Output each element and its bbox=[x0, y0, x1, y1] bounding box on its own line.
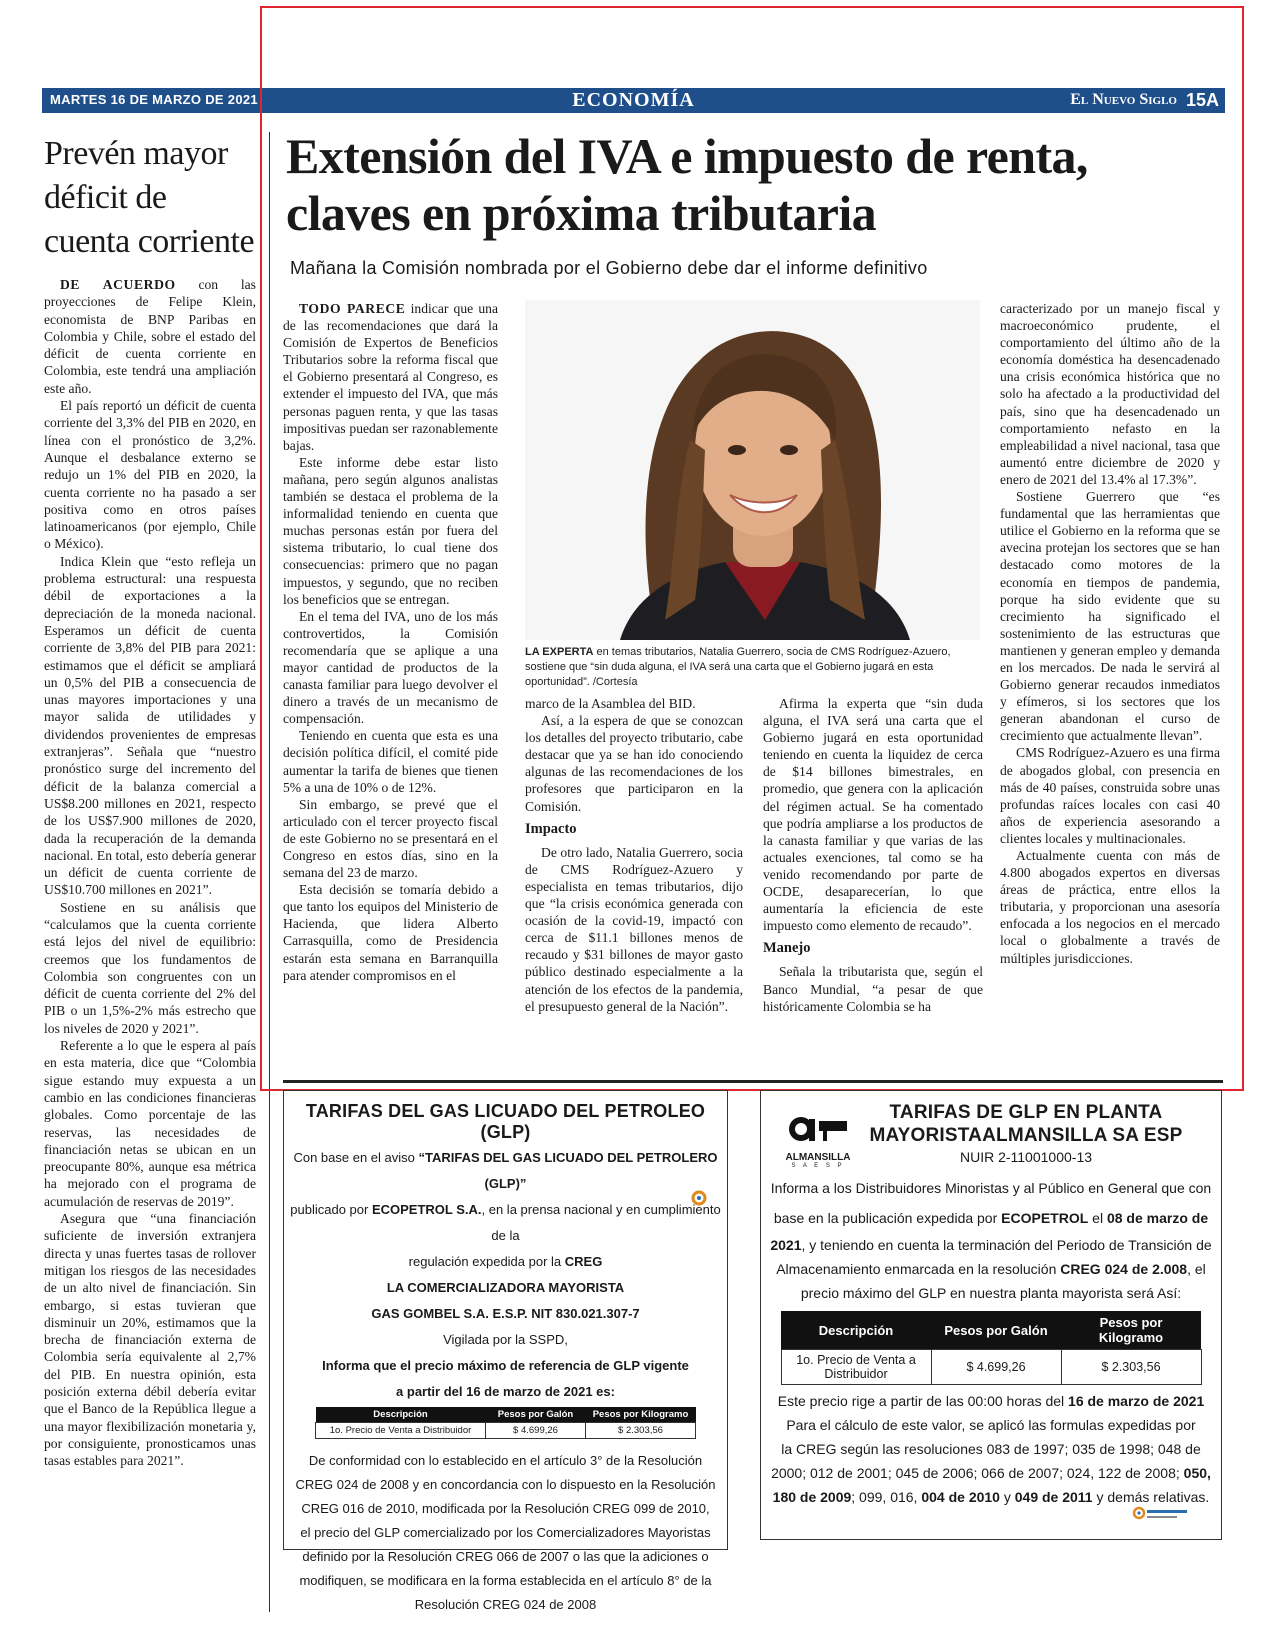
main-col3-p2: Señala la tributarista que, según el Banco Mundial, “a pesar de que históricamente Colombia se ha bbox=[763, 964, 983, 1014]
ad1-footer-3: CREG 016 de 2010, modificada por la Resolución CREG 099 de 2010, bbox=[301, 1501, 710, 1516]
ad-gas-gombel bbox=[283, 1090, 728, 1612]
header-section: ECONOMÍA bbox=[572, 89, 695, 111]
main-col4-p1: caracterizado por un manejo fiscal y macroeconómico prudente, el comportamiento del último año de la economía doméstica ha desencadenado una crisis económica histórica que no solo ha afectado a la productividad del país, sino que ha desencadenado un comportamiento nefasto en la empleabilidad a nivel nacional, tasa que aumentó entre diciembre de 2020 y enero de 2021 del 13.4% al 17.3%”. bbox=[1000, 301, 1220, 487]
ad1-price-table bbox=[315, 1407, 696, 1439]
ad2-line-4: Almacenamiento enmarcada en la resolución CREG 024 de 2.008, el bbox=[776, 1261, 1206, 1277]
ad2-title-1: TARIFAS DE GLP EN PLANTA bbox=[889, 1102, 1163, 1123]
ad1-th-description: Descripción bbox=[316, 1407, 486, 1423]
main-subheadline: Mañana la Comisión nombrada por el Gobierno debe dar el informe definitivo bbox=[290, 258, 928, 278]
main-col2-p2: Así, a la espera de que se conozcan los detalles del proyecto tributario, cabe destacar que ya se han ido conociendo algunas de las recomendaciones de los profesores que participaron en la Comisión. bbox=[525, 713, 743, 814]
ad1-footer-6: modifiquen, se modificara en la forma establecida en el artículo 8° de la bbox=[299, 1573, 712, 1588]
ad2-td-kilogram: $ 2.303,56 bbox=[1061, 1350, 1201, 1385]
superservicios-logo-icon bbox=[1131, 1501, 1191, 1531]
ad1-line-1: Con base en el aviso “TARIFAS DEL GAS LICUADO DEL PETROLERO (GLP)” bbox=[293, 1150, 718, 1191]
ad2-footer-4: 2000; 012 de 2001; 045 de 2006; 066 de 2007; 024, 122 de 2008; 050, bbox=[771, 1465, 1211, 1481]
caption-lead: LA EXPERTA bbox=[525, 646, 594, 658]
header-paper-name: El Nuevo Siglo bbox=[1070, 91, 1177, 108]
ad2-th-gallon: Pesos por Galón bbox=[931, 1311, 1061, 1350]
ad2-nuir: NUIR 2-11001000-13 bbox=[959, 1149, 1093, 1165]
main-col1-p3: En el tema del IVA, uno de los más controvertidos, la Comisión recomendaría que se aplique a una mayor cantidad de productos de la canasta familiar para luego devolver el dinero a través de un mecanismo de compensación. bbox=[283, 608, 498, 727]
main-col1-p5: Sin embargo, se prevé que el articulado con el tercer proyecto fiscal de este Gobierno no se presentará en el Congreso en estos días, sino en la semana del 23 de marzo. bbox=[283, 796, 498, 881]
ad2-th-description: Descripción bbox=[781, 1311, 931, 1350]
ad1-td-description: 1o. Precio de Venta a Distribuidor bbox=[316, 1423, 486, 1439]
section-heading-manejo: Manejo bbox=[763, 940, 811, 957]
ad1-td-kilogram: $ 2.303,56 bbox=[586, 1423, 696, 1439]
main-col4-p3: CMS Rodríguez-Azuero es una firma de abogados global, con presencia en más de 40 países, construida sobre unas profundas raíces locales con casi 40 años de experiencia asesorando a clientes locales y multinacionales. bbox=[1000, 745, 1220, 846]
almansilla-logo-sub: S A E S P bbox=[791, 1163, 845, 1169]
left-article-body bbox=[44, 276, 256, 1469]
ad1-line-5: GAS GOMBEL S.A. E.S.P. NIT 830.021.307-7 bbox=[371, 1306, 640, 1321]
section-heading-impacto: Impacto bbox=[525, 820, 577, 837]
left-article-p5: Referente a lo que le espera al país en esta materia, dice que “Colombia sigue estando muy expuesta a un cambio en las condiciones financieras globales. Como porcentaje de las reservas, las necesidades de financiación netas se ubican en un preocupante 80%, aunque esa métrica ha mejorado con el programa de acumulación de reservas de 2019”. bbox=[44, 1038, 256, 1209]
ad1-th-kilogram: Pesos por Kilogramo bbox=[586, 1407, 696, 1423]
ad2-footer-5: 180 de 2009; 099, 016, 004 de 2010 y 049 de 2011 y demás relativas. bbox=[772, 1489, 1210, 1505]
left-article-p1: con las proyecciones de Felipe Klein, economista de BNP Paribas en Colombia y Chile, sobre el estado del déficit de cuenta corriente en Colombia, este tendrá una ampliación este año. bbox=[44, 277, 256, 396]
ad1-line-4: LA COMERCIALIZADORA MAYORISTA bbox=[386, 1280, 625, 1295]
header-page-number: 15A bbox=[1185, 90, 1219, 110]
ad1-line-2: publicado por ECOPETROL S.A., en la prensa nacional y en cumplimiento de la bbox=[290, 1202, 721, 1243]
ad1-td-gallon: $ 4.699,26 bbox=[486, 1423, 586, 1439]
left-article-p4: Sostiene en su análisis que “calculamos que la cuenta corriente está lejos del nivel de equilibrio: creemos que los fundamentos de Colombia son congruentes con un déficit de cuenta corriente del 2% del PIB o un 1,5%-2% más estrecho que los niveles de 2020 y 2021”. bbox=[44, 899, 256, 1036]
ad1-footer-1: De conformidad con lo establecido en el artículo 3° de la Resolución bbox=[308, 1453, 703, 1468]
almansilla-logo-icon bbox=[783, 1111, 853, 1147]
caption-text: en temas tributarios, Natalia Guerrero, socia de CMS Rodríguez-Azuero, sostiene que “sin duda alguna, el IVA será una carta que el Gobierno jugará en esta oportunidad”. /Cortesía bbox=[525, 646, 951, 688]
ad1-line-8: a partir del 16 de marzo de 2021 es: bbox=[396, 1384, 615, 1399]
ad1-line-3: regulación expedida por la CREG bbox=[408, 1254, 603, 1269]
ad2-td-gallon: $ 4.699,26 bbox=[931, 1350, 1061, 1385]
ad-almansilla bbox=[760, 1090, 1222, 1540]
ad1-line-7: Informa que el precio máximo de referencia de GLP vigente bbox=[322, 1358, 689, 1373]
ad2-th-kilogram: Pesos por Kilogramo bbox=[1061, 1311, 1201, 1350]
main-col2-p1: marco de la Asamblea del BID. bbox=[525, 696, 696, 711]
main-col1-p4: Teniendo en cuenta que esta es una decisión política difícil, el comité pide aumentar la tarifa de bienes que tienen 5% a una de 10% o de 12%. bbox=[283, 728, 498, 795]
ad1-footer-2: CREG 024 de 2008 y en concordancia con lo dispuesto en la Resolución bbox=[295, 1477, 716, 1492]
ad2-line-5: precio máximo del GLP en nuestra planta mayorista será Así: bbox=[800, 1285, 1182, 1301]
left-article-p2: El país reportó un déficit de cuenta corriente del 3,3% del PIB en 2020, en línea con el pronóstico de 3,2%. Aunque el desbalance externo se redujo un 1% del PIB en 2020, la cuenta corriente no ha pasado a ser positiva como en otros países latinoamericanos (por ejemplo, Chile o México). bbox=[44, 398, 256, 552]
ad2-footer-1: Este precio rige a partir de las 00:00 horas del 16 de marzo de 2021 bbox=[777, 1393, 1205, 1409]
ad1-line-6: Vigilada por la SSPD, bbox=[443, 1332, 568, 1347]
highlight-frame bbox=[260, 6, 1244, 1091]
left-article-p3: Indica Klein que “esto refleja un problema estructural: una respuesta débil de exportaciones a la depreciación de la moneda nacional. Esperamos un déficit de cuenta corriente de 3,8% del PIB para 2021: estimamos que el déficit se ampliará un 0,5% del PIB a consecuencia de unas mayores importaciones y una mayor salida de utilidades y dividendos provenientes de empresas extranjeras”. Señala que “nuestro pronóstico surge del incremento del déficit de la balanza comercial a US$8.200 millones en 2021, respecto de los US$7.900 millones de 2020, dada la recuperación de la demanda nacional. En total, esto debería generar un déficit de cuenta corriente de US$10.700 millones en 2021”. bbox=[44, 553, 256, 898]
ad2-line-3: 2021, y teniendo en cuenta la terminación del Periodo de Transición de bbox=[770, 1237, 1212, 1253]
ad1-footer-4: el precio del GLP comercializado por los Comercializadores Mayoristas bbox=[300, 1525, 711, 1540]
ad1-footer-7: Resolución CREG 024 de 2008 bbox=[414, 1597, 597, 1612]
main-article-lead: TODO PARECE bbox=[299, 301, 406, 316]
main-col3-p1: Afirma la experta que “sin duda alguna, el IVA será una carta que el Gobierno jugará en esta oportunidad teniendo en cuenta la liquidez de cerca de $14 billones bimestrales, en promedio, que genera con la aplicación del régimen actual. Se ha comentado que podría ampliarse a los productos de la canasta familiar y que varias de las actuales exenciones, tal como se ha venido recomendando por parte de OCDE, desaparecerían, lo que aumentaría la eficiencia de este impuesto como elemento de recaudo”. bbox=[763, 696, 983, 934]
ad2-line-1: Informa a los Distribuidores Minoristas y al Público en General que con bbox=[770, 1180, 1212, 1196]
ad2-footer-2: Para el cálculo de este valor, se aplicó las formulas expedidas por bbox=[786, 1417, 1196, 1433]
ad1-th-gallon: Pesos por Galón bbox=[486, 1407, 586, 1423]
left-article-lead: DE ACUERDO bbox=[60, 277, 176, 292]
ad2-td-description: 1o. Precio de Venta a Distribuidor bbox=[781, 1350, 931, 1385]
ad2-line-2: base en la publicación expedida por ECOPETROL el 08 de marzo de bbox=[773, 1210, 1209, 1226]
header-date: MARTES 16 DE MARZO DE 2021 bbox=[50, 92, 258, 107]
ad1-footer-5: definido por la Resolución CREG 066 de 2007 o las que la adiciones o bbox=[302, 1549, 709, 1564]
left-article-p6: Asegura que “una financiación suficiente de inversión extranjera directa y unas fuertes tasas de rollover mitigan los riesgos de las necesidades de un alto nivel de financiación. Sin embargo, si estas tuvieran que disminuir un 20%, estimamos que la brecha de financiación externa de Colombia sería equivalente al 2,7% del PIB. En nuestra opinión, esta posición externa débil debería evitar que el Banco de la República llegue a una mayor flexibilización monetaria y, por consiguiente, pronosticamos unas tasas estables para 2021”. bbox=[44, 1211, 256, 1469]
main-col4-p2: Sostiene Guerrero que “es fundamental que las herramientas que utilice el Gobierno en la reforma que se avecina protejan los sectores que se han destacado como motores de la economía en tiempos de pandemia, porque ha sido evidente que su crecimiento ha significado el sostenimiento de las estructuras que mantienen y generan empleo y demanda en los mercados. De nada le servirá al Gobierno generar recaudos inmediatos y efímeros, si los sectores que los generan abandonan el curso de crecimiento que actualmente llevan”. bbox=[1000, 489, 1220, 744]
main-col2-p3: De otro lado, Natalia Guerrero, socia de CMS Rodríguez-Azuero y especialista en temas tributarios, dijo que “la crisis económica generada con ocasión de la covid-19, impactó con cerca de $11.1 billones menos de recaudo y $31 billones de mayor gasto público destinado especialmente a la atención de los efectos de la pandemia, el presupuesto general de la Nación”. bbox=[525, 844, 743, 1014]
left-article bbox=[44, 132, 256, 1612]
ad2-price-table bbox=[781, 1311, 1202, 1385]
main-col1-p2: Este informe debe estar listo mañana, pero según algunos analistas también se destaca el problema de la informalidad teniendo en cuenta que muchas personas están por fuera del sistema tributario, lo cual tiene dos consecuencias: primero que no pagan impuestos, y segundo, que no reciben los beneficios que se entregan. bbox=[283, 454, 498, 607]
main-headline: Extensión del IVA e impuesto de renta, claves en próxima tributaria bbox=[286, 128, 1088, 241]
main-col1-p1: indicar que una de las recomendaciones que dará la Comisión de Expertos de Beneficios Tributarios sobre la reforma fiscal que el Gobierno presentará al Congreso, es extender el impuesto del IVA, que más personas paguen renta, y que las tasas impositivas puedan ser razonablemente bajas. bbox=[283, 301, 498, 453]
main-col4-p4: Actualmente cuenta con más de 4.800 abogados expertos en diversas áreas de práctica, entre ellos la tributaria, y proporcionan una asesoría enfocada a los negocios en el mercado local o globalmente a través de múltiples jurisdicciones. bbox=[1000, 848, 1220, 966]
ad1-title: TARIFAS DEL GAS LICUADO DEL PETROLEO (GLP) bbox=[305, 1101, 706, 1142]
almansilla-logo-text: ALMANSILLA bbox=[785, 1152, 851, 1163]
ad2-title-2: MAYORISTAALMANSILLA SA ESP bbox=[869, 1125, 1183, 1146]
superservicios-logo-icon bbox=[684, 1186, 714, 1216]
main-col1-p6: Esta decisión se tomaría debido a que tanto los equipos del Ministerio de Hacienda, que lidera Alberto Carrasquilla, como de Presidencia estarán esta semana en Barranquilla para atender compromisos en el bbox=[283, 882, 498, 983]
left-article-title: Prevén mayor déficit de cuenta corriente bbox=[44, 135, 255, 260]
ad2-footer-3: la CREG según las resoluciones 083 de 1997; 035 de 1998; 048 de bbox=[781, 1441, 1201, 1457]
almansilla-logo bbox=[783, 1111, 853, 1169]
